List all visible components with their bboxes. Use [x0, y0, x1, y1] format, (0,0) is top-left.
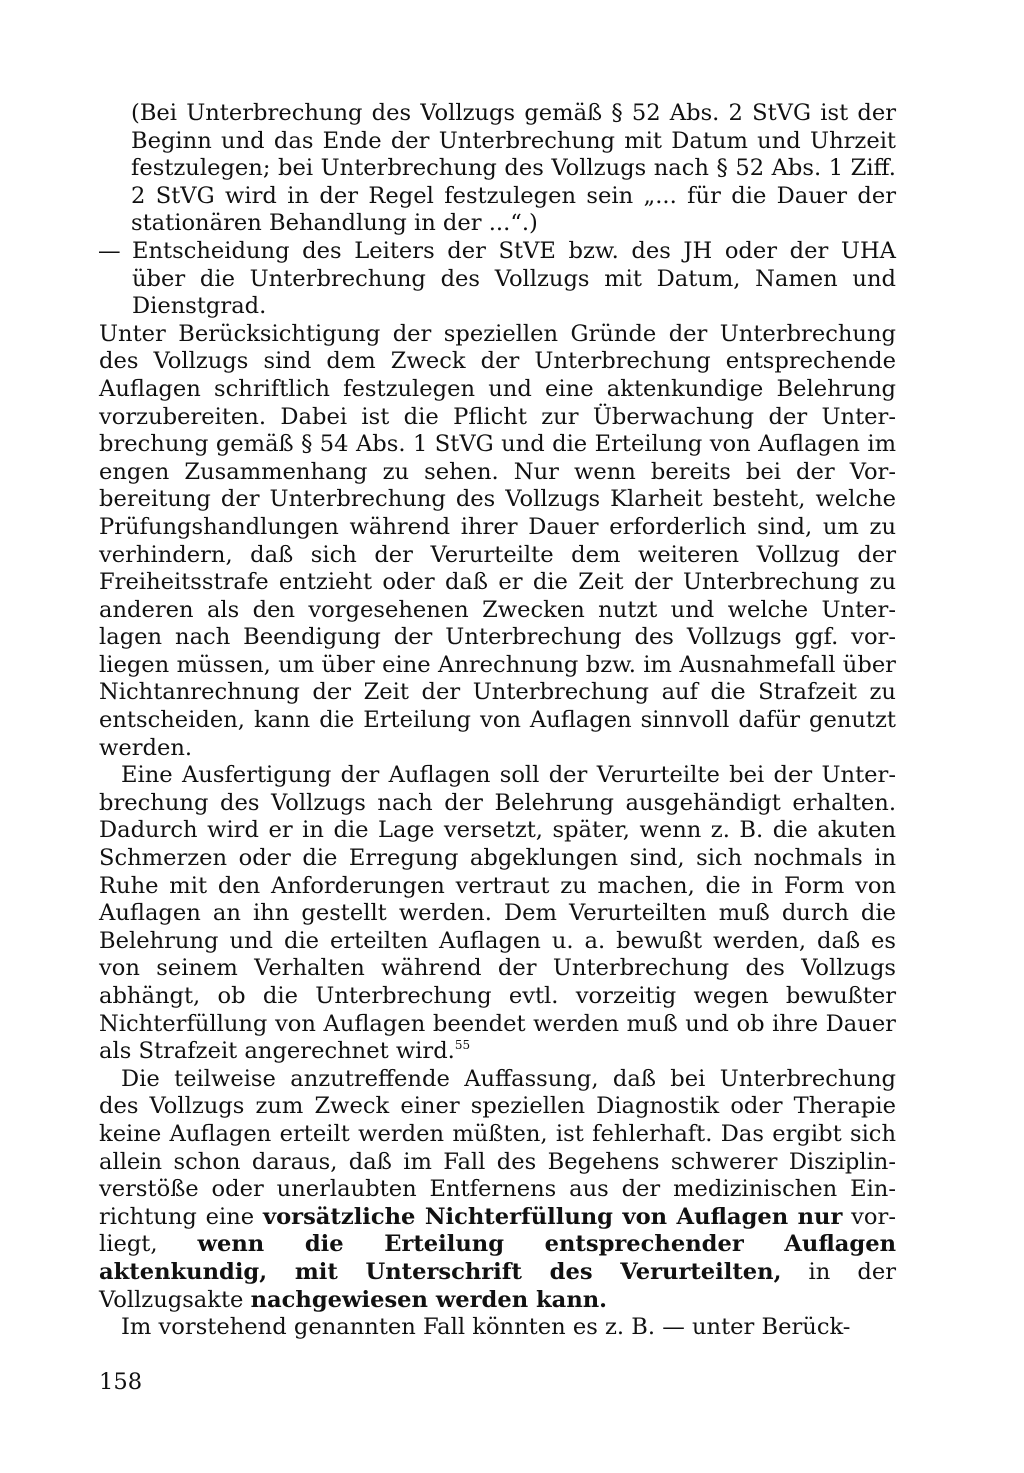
bracket-note: (Bei Unterbrechung des Vollzugs gemäß § 52 Abs. 2 StVG ist der Beginn und das Ende der Unterbrechung mit Datum und Uhrzeit festzulegen; bei Unterbrechung des Vollzugs nach § 52 Abs. 1 Ziff. 2 StVG wird in der Regel festzulegen sein „... für die Dauer der stationären Behandlung in der ...“.)	[131, 100, 896, 237]
paragraph-3-part-2: vorliegt,	[99, 1203, 896, 1258]
emphasis-3: nachgewiesen werden kann.	[250, 1286, 608, 1313]
dash-bullet: —	[98, 237, 121, 264]
dash-list-item	[99, 238, 896, 321]
page-number: 158	[99, 1369, 143, 1395]
paragraph-1: Unter Berücksichtigung der speziellen Gründe der Unterbrechung des Vollzugs sind dem Zweck der Unterbrechung entsprechende Auflagen schriftlich festzulegen und eine aktenkundige Belehrung vorzubereiten. Dabei ist die Pflicht zur Überwachung der Unterbrechung gemäß § 54 Abs. 1 StVG und die Erteilung von Auflagen im engen Zusammenhang zu sehen. Nur wenn bereits bei der Vorbereitung der Unterbrechung des Vollzugs Klarheit besteht, welche Prüfungshandlungen während ihrer Dauer erforderlich sind, um zu verhindern, daß sich der Verurteilte dem weiteren Vollzug der Freiheitsstrafe entzieht oder daß er die Zeit der Unterbrechung zu anderen als den vorgesehenen Zwecken nutzt und welche Unterlagen nach Beendigung der Unterbrechung des Vollzugs ggf. vorliegen müssen, um über eine Anrechnung bzw. im Ausnahmefall über Nichtanrechnung der Zeit der Unterbrechung auf die Strafzeit zu entscheiden, kann die Erteilung von Auflagen sinnvoll dafür genutzt werden.	[99, 320, 896, 761]
dash-item-text: Entscheidung des Leiters der StVE bzw. des JH oder der UHA über die Unterbrechung des Vollzugs mit Datum, Namen und Dienstgrad.	[132, 237, 896, 320]
footnote-ref: 55	[454, 1038, 471, 1053]
body-text	[99, 100, 896, 1342]
paragraph-4: Im vorstehend genannten Fall könnten es z. B. — unter Berück-	[121, 1314, 851, 1341]
emphasis-1: vorsätzliche Nichterfüllung von Auflagen nur	[262, 1203, 843, 1230]
paragraph-3-part-1: Die teilweise anzutreffende Auffassung, daß bei Unterbrechung des Vollzugs zum Zweck einer speziellen Diagnostik oder Therapie keine Auflagen erteilt werden müßten, ist fehlerhaft. Das ergibt sich allein schon daraus, daß im Fall des Begehens schwerer Disziplinverstöße oder unerlaubten Entfernens aus der medizinischen Einrichtung eine	[99, 1065, 896, 1230]
paragraph-3	[99, 1066, 896, 1314]
paragraph-2	[99, 762, 896, 1066]
paragraph-3-part-3: in der Vollzugsakte	[99, 1258, 896, 1313]
emphasis-2: wenn die Erteilung entsprechender Auflagen aktenkundig, mit Unterschrift des Verurteilten,	[99, 1231, 896, 1285]
paragraph-2-text: Eine Ausfertigung der Auflagen soll der Verurteilte bei der Unterbrechung des Vollzugs nach der Belehrung ausgehändigt erhalten. Dadurch wird er in die Lage versetzt, später, wenn z. B. die akuten Schmerzen oder die Erregung abgeklungen sind, sich nochmals in Ruhe mit den Anforderungen vertraut zu machen, die in Form von Auflagen an ihn gestellt werden. Dem Verurteilten muß durch die Belehrung und die erteilten Auflagen u. a. bewußt werden, daß es von seinem Verhalten während der Unterbrechung des Vollzugs abhängt, ob die Unterbrechung evtl. vorzeitig wegen bewußter Nichterfüllung von Auflagen beendet werden muß und ob ihre Dauer als Strafzeit angerechnet wird.	[99, 762, 896, 1065]
